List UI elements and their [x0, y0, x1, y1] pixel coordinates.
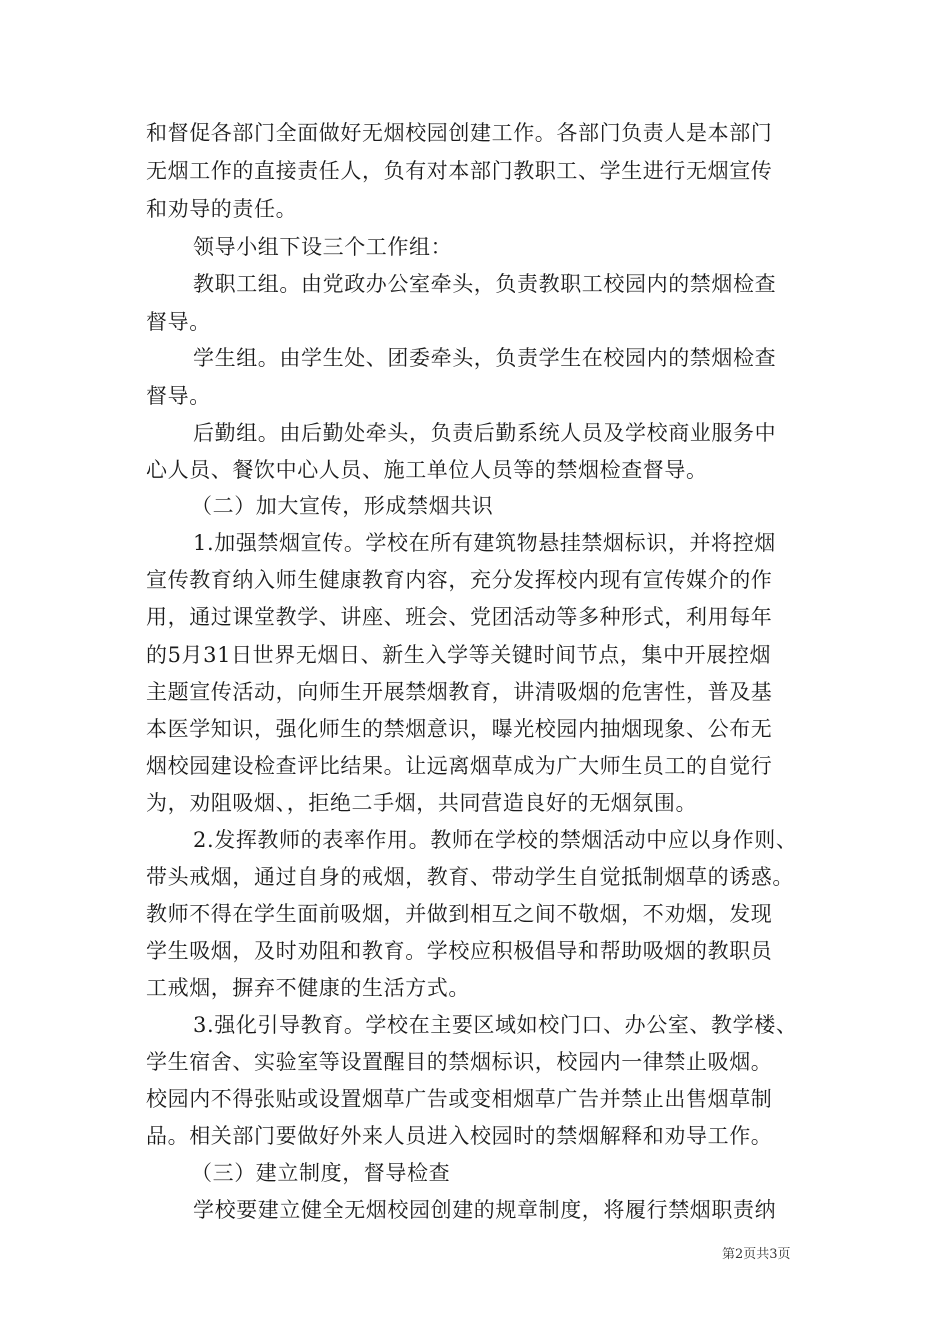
text-line: 工戒烟，摒弃不健康的生活方式。 [146, 976, 470, 1000]
text-line: 烟校园建设检查评比结果。让远离烟草成为广大师生员工的自觉行 [146, 754, 773, 778]
text-line: 用，通过课堂教学、讲座、班会、党团活动等多种形式，利用每年 [146, 605, 773, 629]
text-line: 学生组。由学生处、团委牵头，负责学生在校园内的禁烟检查 [193, 346, 777, 370]
text-line: 主题宣传活动，向师生开展禁烟教育，讲清吸烟的危害性，普及基 [146, 680, 773, 704]
text-line: 心人员、餐饮中心人员、施工单位人员等的禁烟检查督导。 [146, 458, 708, 482]
text-line: 和督促各部门全面做好无烟校园创建工作。各部门负责人是本部门 [146, 121, 773, 145]
text-line: 校园内不得张贴或设置烟草广告或变相烟草广告并禁止出售烟草制 [146, 1087, 773, 1111]
text-line: 学校要建立健全无烟校园创建的规章制度，将履行禁烟职责纳 [193, 1198, 777, 1222]
page-number: 第2页共3页 [722, 1247, 791, 1262]
text-line: 的5月31日世界无烟日、新生入学等关键时间节点，集中开展控烟 [146, 643, 772, 667]
text-line: 为，劝阻吸烟、，拒绝二手烟，共同营造良好的无烟氛围。 [146, 791, 698, 815]
text-line: 学生宿舍、实验室等设置醒目的禁烟标识，校园内一律禁止吸烟。 [146, 1050, 773, 1074]
text-line: 领导小组下设三个工作组： [193, 235, 453, 259]
text-line: 无烟工作的直接责任人，负有对本部门教职工、学生进行无烟宣传 [146, 159, 773, 183]
text-line: 后勤组。由后勤处牵头，负责后勤系统人员及学校商业服务中 [193, 421, 777, 445]
text-line: 督导。 [146, 310, 211, 334]
text-line: 本医学知识，强化师生的禁烟意识，曝光校园内抽烟现象、公布无 [146, 717, 773, 741]
text-line: 学生吸烟，及时劝阻和教育。学校应积极倡导和帮助吸烟的教职员 [146, 939, 773, 963]
text-line: 和劝导的责任。 [146, 197, 298, 221]
text-line: 教职工组。由党政办公室牵头，负责教职工校园内的禁烟检查 [193, 272, 777, 296]
text-line: 督导。 [146, 384, 211, 408]
text-line: 品。相关部门要做好外来人员进入校园时的禁烟解释和劝导工作。 [146, 1124, 773, 1148]
text-line: 教师不得在学生面前吸烟，并做到相互之间不敬烟，不劝烟，发现 [146, 902, 773, 926]
text-line: 3.强化引导教育。学校在主要区域如校门口、办公室、教学楼、 [193, 1013, 798, 1037]
text-line: 带头戒烟，通过自身的戒烟，教育、带动学生自觉抵制烟草的诱惑。 [146, 865, 794, 889]
section-heading: （二）加大宣传，形成禁烟共识 [191, 494, 494, 518]
text-line: 宣传教育纳入师生健康教育内容，充分发挥校内现有宣传媒介的作 [146, 568, 773, 592]
text-line: 2.发挥教师的表率作用。教师在学校的禁烟活动中应以身作则、 [193, 828, 798, 852]
text-line: 1.加强禁烟宣传。学校在所有建筑物悬挂禁烟标识，并将控烟 [193, 531, 776, 555]
section-heading: （三）建立制度，督导检查 [191, 1161, 451, 1185]
